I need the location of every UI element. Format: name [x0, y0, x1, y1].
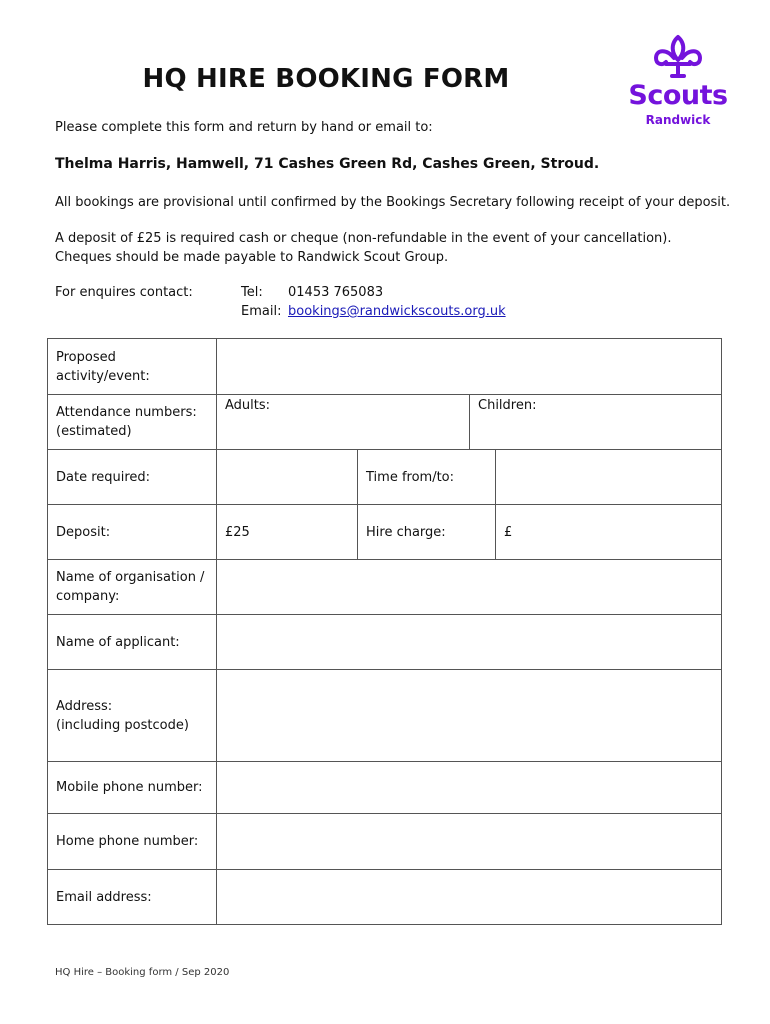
- scouts-logo: [624, 34, 732, 130]
- email-address-field[interactable]: [216, 869, 722, 925]
- deposit-note: A deposit of £25 is required cash or cheque (non-refundable in the event of your cancellation).: [55, 231, 672, 246]
- home-phone-field[interactable]: [216, 813, 722, 870]
- deposit-value: £25: [216, 504, 358, 560]
- attendance-label: Attendance numbers: (estimated): [47, 394, 217, 450]
- deposit-label: Deposit:: [47, 504, 217, 560]
- adults-field[interactable]: Adults:: [216, 394, 470, 450]
- email-address-label: Email address:: [47, 869, 217, 925]
- booking-form-table: [47, 338, 722, 925]
- date-label: Date required:: [47, 449, 217, 505]
- mobile-label: Mobile phone number:: [47, 761, 217, 814]
- time-field[interactable]: [495, 449, 722, 505]
- contact-label: For enquires contact:: [55, 285, 193, 300]
- fleur-de-lis-icon: [650, 34, 706, 80]
- time-label: Time from/to:: [357, 449, 496, 505]
- logo-wordmark: Scouts: [628, 80, 728, 111]
- address-label: Address: (including postcode): [47, 669, 217, 762]
- intro-instruction: Please complete this form and return by hand or email to:: [55, 120, 433, 135]
- return-address: Thelma Harris, Hamwell, 71 Cashes Green Rd, Cashes Green, Stroud.: [55, 156, 600, 172]
- mobile-field[interactable]: [216, 761, 722, 814]
- provisional-note: All bookings are provisional until confirmed by the Bookings Secretary following receipt of your deposit.: [55, 195, 731, 210]
- organisation-field[interactable]: [216, 559, 722, 615]
- hire-charge-field[interactable]: £: [495, 504, 722, 560]
- applicant-field[interactable]: [216, 614, 722, 670]
- email-link[interactable]: bookings@randwickscouts.org.uk: [288, 304, 506, 319]
- children-field[interactable]: Children:: [469, 394, 722, 450]
- applicant-label: Name of applicant:: [47, 614, 217, 670]
- tel-number: 01453 765083: [288, 285, 384, 300]
- page-title: HQ HIRE BOOKING FORM: [142, 64, 510, 94]
- tel-label: Tel:: [241, 285, 263, 300]
- cheque-note: Cheques should be made payable to Randwick Scout Group.: [55, 250, 449, 265]
- organisation-label: Name of organisation / company:: [47, 559, 217, 615]
- footer-note: HQ Hire – Booking form / Sep 2020: [55, 967, 230, 978]
- logo-subtitle: Randwick: [645, 113, 711, 127]
- email-label: Email:: [241, 304, 282, 319]
- address-field[interactable]: [216, 669, 722, 762]
- home-phone-label: Home phone number:: [47, 813, 217, 870]
- activity-field[interactable]: [216, 338, 722, 395]
- hire-charge-label: Hire charge:: [357, 504, 496, 560]
- date-field[interactable]: [216, 449, 358, 505]
- activity-label: Proposed activity/event:: [47, 338, 217, 395]
